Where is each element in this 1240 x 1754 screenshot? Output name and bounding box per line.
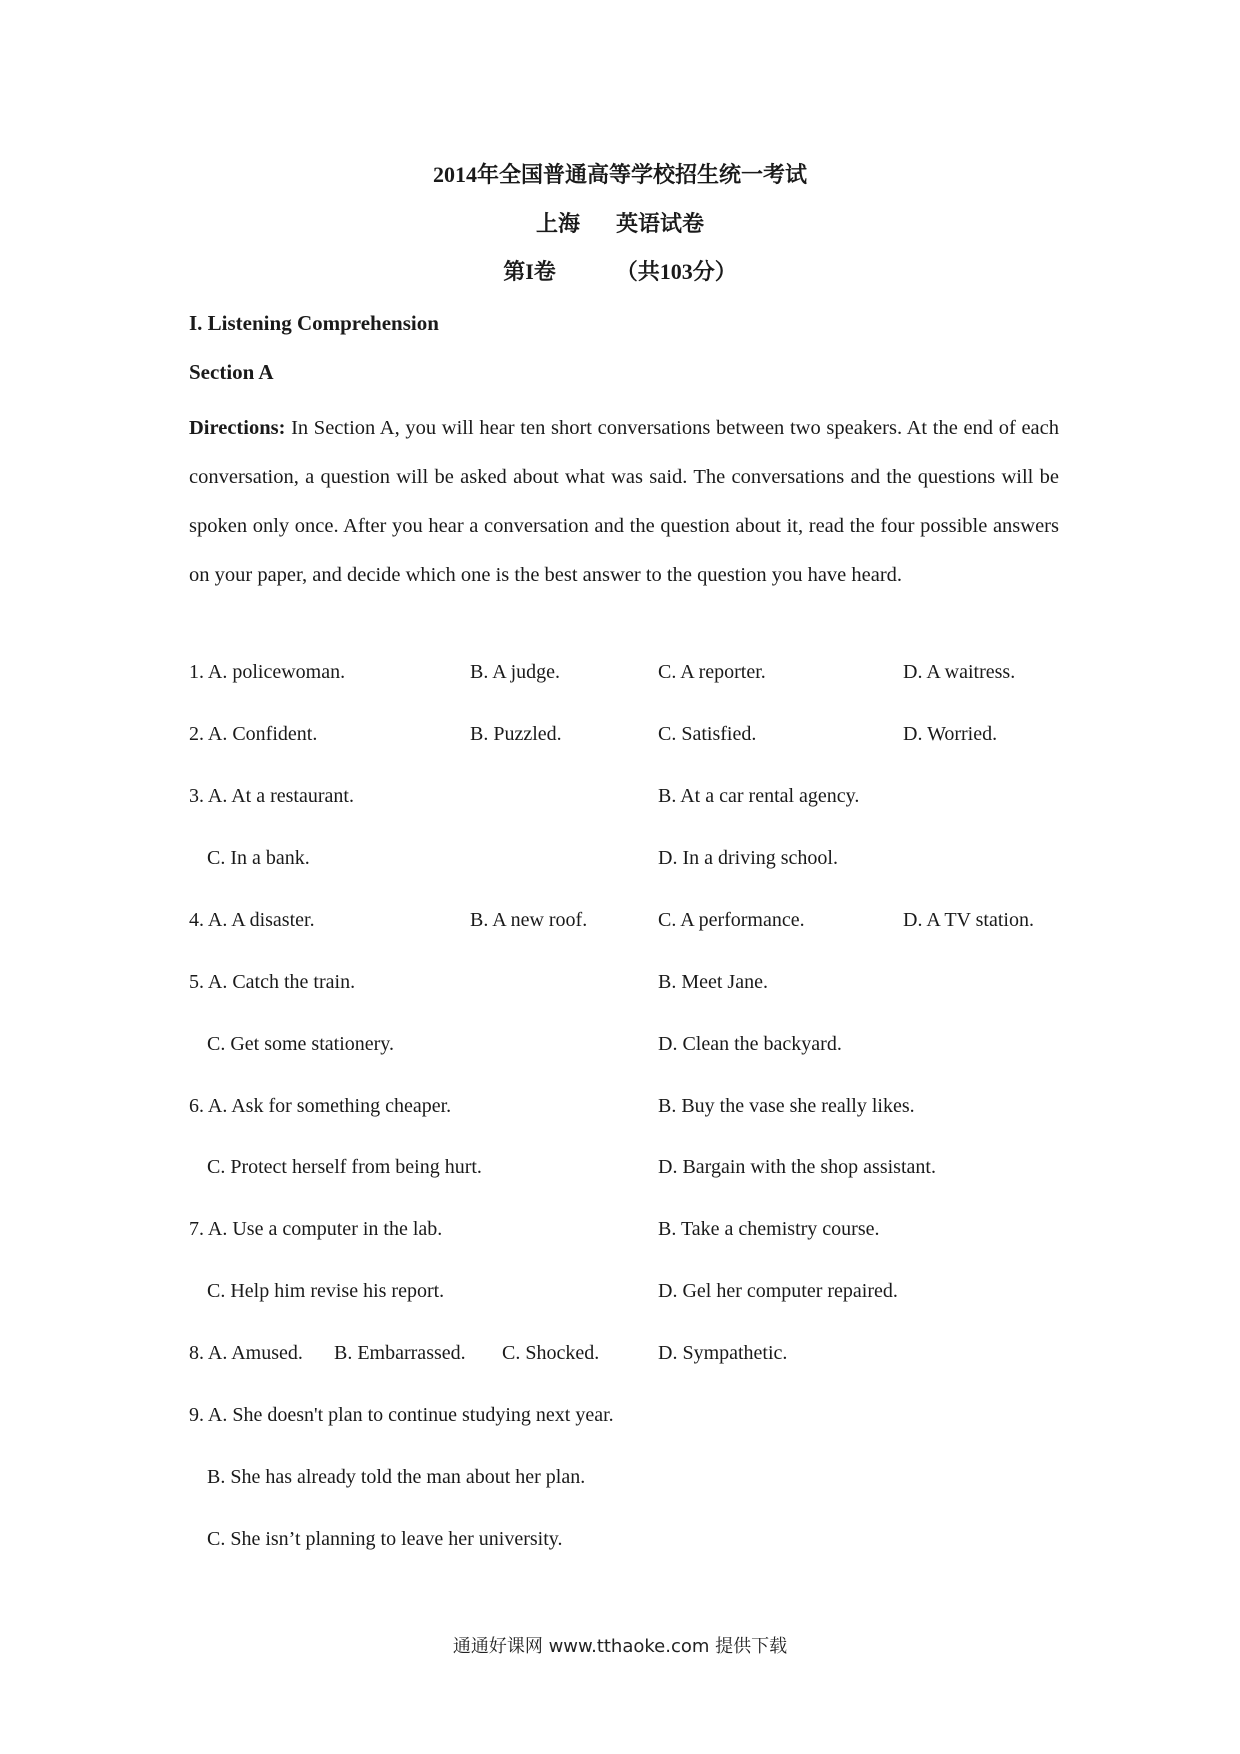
- q9-option-a: 9. A. She doesn't plan to continue studying next year.: [189, 1404, 614, 1426]
- q5-option-d: D. Clean the backyard.: [658, 1033, 842, 1055]
- q4-option-b: B. A new roof.: [470, 909, 588, 931]
- q4-option-c: C. A performance.: [658, 909, 805, 931]
- q3-option-a: 3. A. At a restaurant.: [189, 785, 354, 807]
- q1-option-c: C. A reporter.: [658, 661, 766, 683]
- q1-option-d: D. A waitress.: [903, 661, 1016, 683]
- q5-option-b: B. Meet Jane.: [658, 971, 768, 993]
- directions-label: Directions:: [189, 417, 286, 439]
- volume-label: 第I卷: [503, 259, 556, 284]
- q1-option-a: 1. A. policewoman.: [189, 661, 346, 683]
- q1-option-b: B. A judge.: [470, 661, 561, 683]
- q3-option-c: C. In a bank.: [207, 847, 310, 869]
- q6-option-a: 6. A. Ask for something cheaper.: [189, 1095, 452, 1117]
- q7-option-a: 7. A. Use a computer in the lab.: [189, 1218, 443, 1240]
- q9-option-c: C. She isn’t planning to leave her university.: [207, 1528, 563, 1550]
- exam-title: 2014年全国普通高等学校招生统一考试: [432, 162, 807, 187]
- q8-option-b: B. Embarrassed.: [334, 1342, 466, 1364]
- q2-option-a: 2. A. Confident.: [189, 723, 318, 745]
- subsection-heading: Section A: [189, 360, 274, 384]
- region-label: 上海: [535, 211, 580, 236]
- q5-option-c: C. Get some stationery.: [207, 1033, 395, 1055]
- q6-option-d: D. Bargain with the shop assistant.: [658, 1156, 936, 1178]
- q8-option-a: 8. A. Amused.: [189, 1342, 303, 1364]
- q4-option-a: 4. A. A disaster.: [189, 909, 315, 931]
- page-footer: 通通好课网 www.tthaoke.com 提供下载: [452, 1636, 788, 1657]
- q4-option-d: D. A TV station.: [903, 909, 1034, 931]
- q8-option-c: C. Shocked.: [502, 1342, 600, 1364]
- q7-option-b: B. Take a chemistry course.: [658, 1218, 880, 1240]
- directions-text: In Section A, you will hear ten short conversations between two speakers. At the end of each conversation, a question will be asked about what was said. The conversations and the questions will be spoken only once. After you hear a conversation and the question about it, read the four possible answers on your paper, and decide which one is the best answer to the question you have heard.: [189, 417, 1059, 586]
- q8-option-d: D. Sympathetic.: [658, 1342, 788, 1364]
- q6-option-b: B. Buy the vase she really likes.: [658, 1095, 915, 1117]
- q9-option-b: B. She has already told the man about her plan.: [207, 1466, 586, 1488]
- q3-option-d: D. In a driving school.: [658, 847, 838, 869]
- q5-option-a: 5. A. Catch the train.: [189, 971, 356, 993]
- q3-option-b: B. At a car rental agency.: [658, 785, 860, 807]
- q2-option-b: B. Puzzled.: [470, 723, 562, 745]
- section-heading: I. Listening Comprehension: [189, 311, 439, 335]
- volume-line: [0, 258, 1240, 286]
- paper-label: 英语试卷: [616, 211, 705, 236]
- q2-option-d: D. Worried.: [903, 723, 998, 745]
- q6-option-c: C. Protect herself from being hurt.: [207, 1156, 482, 1178]
- score-label: （共103分）: [615, 259, 737, 284]
- q7-option-c: C. Help him revise his report.: [207, 1280, 445, 1302]
- directions-paragraph: [189, 404, 1059, 600]
- q7-option-d: D. Gel her computer repaired.: [658, 1280, 898, 1302]
- paper-subtitle: [0, 210, 1240, 238]
- q2-option-c: C. Satisfied.: [658, 723, 757, 745]
